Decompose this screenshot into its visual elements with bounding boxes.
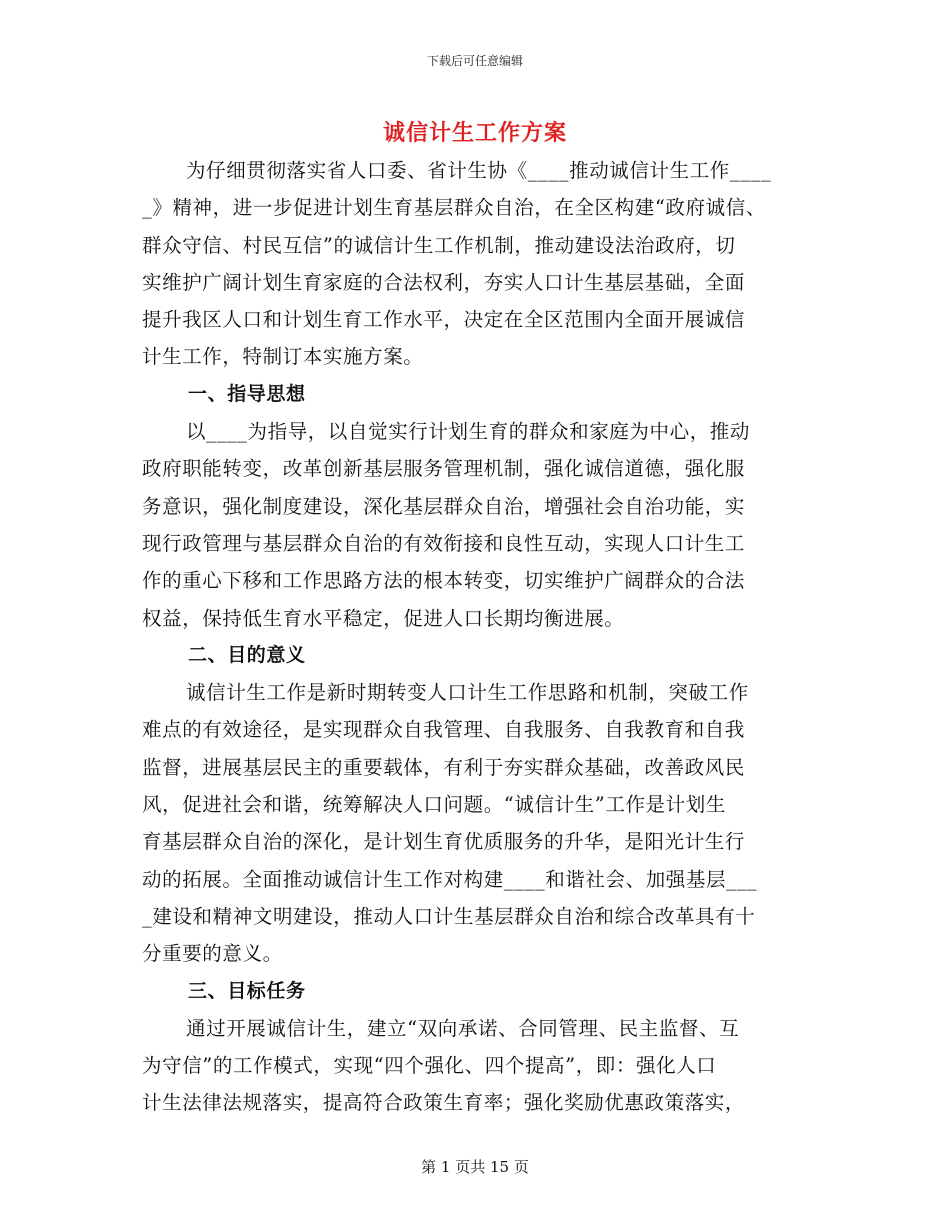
document-body <box>142 152 822 1122</box>
paragraph-line: 育基层群众自治的深化，是计划生育优质服务的升华，是阳光计生行 <box>142 830 746 854</box>
paragraph-line: 难点的有效途径，是实现群众自我管理、自我服务、自我教育和自我 <box>142 718 746 742</box>
paragraph-line: 群众守信、村民互信”的诚信计生工作机制，推动建设法治政府，切 <box>142 233 736 257</box>
paragraph-line: 计生工作，特制订本实施方案。 <box>142 345 424 369</box>
paragraph-line: 权益，保持低生育水平稳定，促进人口长期均衡进展。 <box>142 606 625 630</box>
paragraph-line: 以____为指导，以自觉实行计划生育的群众和家庭为中心，推动 <box>186 420 751 444</box>
paragraph-line: 风，促进社会和谐，统筹解决人口问题。“诚信计生”工作是计划生 <box>142 793 726 817</box>
paragraph-line: 作的重心下移和工作思路方法的根本转变，切实维护广阔群众的合法 <box>142 569 746 593</box>
section-heading: 三、目标任务 <box>188 979 306 1002</box>
page-header: 下载后可任意编辑 <box>426 54 523 68</box>
paragraph-line: 政府职能转变，改革创新基层服务管理机制，强化诚信道德，强化服 <box>142 457 746 481</box>
paragraph-line: _建设和精神文明建设，推动人口计生基层群众自治和综合改革具有十 <box>142 904 756 928</box>
document-title: 诚信计生工作方案 <box>382 121 567 146</box>
paragraph-line: 为仔细贯彻落实省人口委、省计生协《____推动诚信计生工作____ <box>186 159 772 182</box>
paragraph-line: 诚信计生工作是新时期转变人口计生工作思路和机制，突破工作 <box>186 681 749 705</box>
section-heading: 一、指导思想 <box>188 382 306 405</box>
paragraph-line: 为守信”的工作模式，实现“四个强化、四个提高”，即：强化人口 <box>142 1054 717 1078</box>
paragraph-line: 监督，进展基层民主的重要载体，有利于夯实群众基础，改善政风民 <box>142 755 746 779</box>
paragraph-line: 通过开展诚信计生，建立“双向承诺、合同管理、民主监督、互 <box>186 1016 740 1040</box>
paragraph-line: 计生法律法规落实，提高符合政策生育率；强化奖励优惠政策落实， <box>142 1091 746 1115</box>
page-footer: 第 1 页共 15 页 <box>421 1158 529 1176</box>
paragraph-line: 务意识，强化制度建设，深化基层群众自治，增强社会自治功能，实 <box>142 494 746 518</box>
paragraph-line: _》精神，进一步促进计划生育基层群众自治，在全区构建“政府诚信、 <box>142 196 766 220</box>
paragraph-line: 实维护广阔计划生育家庭的合法权利，夯实人口计生基层基础，全面 <box>142 270 746 294</box>
paragraph-line: 动的拓展。全面推动诚信计生工作对构建____和谐社会、加强基层___ <box>142 867 758 891</box>
paragraph-line: 提升我区人口和计划生育工作水平，决定在全区范围内全面开展诚信 <box>142 308 746 332</box>
paragraph-line: 现行政管理与基层群众自治的有效衔接和良性互动，实现人口计生工 <box>142 531 746 555</box>
section-heading: 二、目的意义 <box>188 643 306 666</box>
paragraph-line: 分重要的意义。 <box>142 942 283 966</box>
